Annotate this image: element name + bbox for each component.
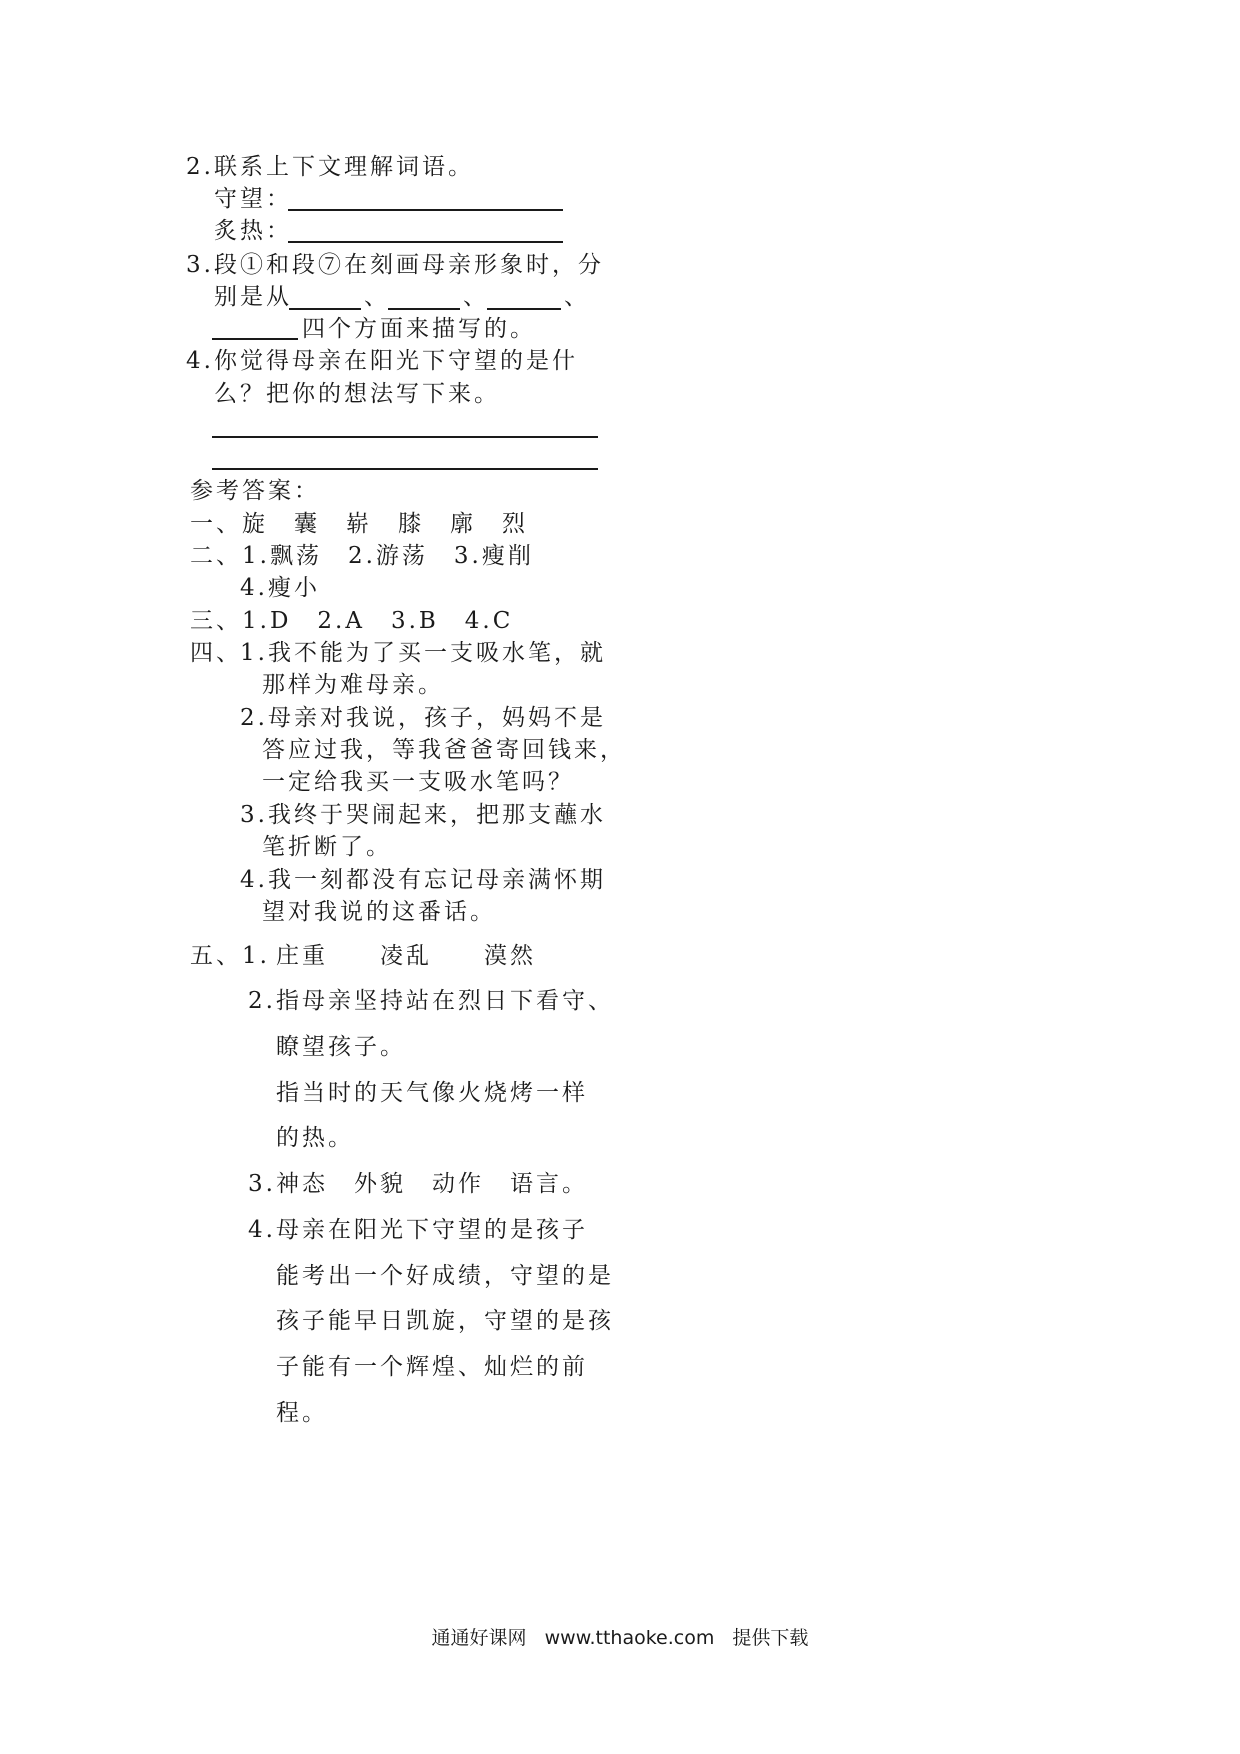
q2-word-1: 守望： — [214, 186, 292, 212]
answer-section-1: 一、旋 囊 崭 膝 廓 烈 — [190, 511, 528, 537]
answer-4-line: 望对我说的这番话。 — [262, 899, 496, 925]
q4-line-2: 么？把你的想法写下来。 — [214, 381, 500, 407]
answer-5-line: 孩子能早日凯旋，守望的是孩 — [276, 1308, 614, 1334]
footer-url-link[interactable]: www.tthaoke.com — [544, 1627, 715, 1649]
q3-blank-2[interactable] — [388, 308, 460, 310]
q3-separator-1: 、 — [364, 284, 390, 310]
q2-stem: 2.联系上下文理解词语。 — [186, 154, 474, 180]
answer-5-line: 4.母亲在阳光下守望的是孩子 — [248, 1217, 588, 1243]
q3-blank-1[interactable] — [289, 308, 361, 310]
q3-separator-3: 、 — [564, 284, 590, 310]
q3-line-1: 3.段①和段⑦在刻画母亲形象时，分 — [186, 252, 604, 278]
answer-4-line: 3.我终于哭闹起来，把那支蘸水 — [240, 802, 606, 828]
answer-section-4-head: 四、 — [190, 640, 242, 666]
answer-4-line: 笔折断了。 — [262, 834, 392, 860]
answer-4-line: 答应过我，等我爸爸寄回钱来， — [262, 737, 626, 763]
answer-section-2-line-2: 4.瘦小 — [240, 575, 320, 601]
answer-4-line: 那样为难母亲。 — [262, 672, 444, 698]
answer-5-line: 的热。 — [276, 1125, 354, 1151]
answer-5-words: 庄重 凌乱 漠然 — [276, 943, 536, 969]
answer-5-line: 瞭望孩子。 — [276, 1034, 406, 1060]
q3-line-2-prefix: 别是从 — [214, 284, 292, 310]
q4-answer-line-1[interactable] — [212, 436, 598, 438]
q3-line-3: 四个方面来描写的。 — [302, 316, 536, 342]
q4-line-1: 4.你觉得母亲在阳光下守望的是什 — [186, 348, 578, 374]
answer-5-line: 指当时的天气像火烧烤一样 — [276, 1080, 588, 1106]
q3-separator-2: 、 — [463, 284, 489, 310]
answer-5-line: 2.指母亲坚持站在烈日下看守、 — [248, 988, 614, 1014]
footer-note: 提供下载 — [732, 1627, 809, 1649]
answers-title: 参考答案： — [190, 478, 320, 504]
page-footer — [0, 1625, 1240, 1651]
q3-blank-3[interactable] — [487, 308, 561, 310]
answer-5-line: 3.神态 外貌 动作 语言。 — [248, 1171, 588, 1197]
answer-section-2-line-1: 二、1.飘荡 2.游荡 3.瘦削 — [190, 543, 534, 569]
answer-5-line: 程。 — [276, 1400, 328, 1426]
answer-4-line: 4.我一刻都没有忘记母亲满怀期 — [240, 867, 606, 893]
answer-4-line: 2.母亲对我说，孩子，妈妈不是 — [240, 705, 606, 731]
q4-answer-line-2[interactable] — [212, 468, 598, 470]
answer-5-line: 能考出一个好成绩，守望的是 — [276, 1263, 614, 1289]
answer-section-3: 三、1.D 2.A 3.B 4.C — [190, 608, 514, 634]
q2-word-2: 炙热： — [214, 218, 292, 244]
answer-4-line: 1.我不能为了买一支吸水笔，就 — [240, 640, 606, 666]
answer-5-line: 子能有一个辉煌、灿烂的前 — [276, 1354, 588, 1380]
q2-blank-2[interactable] — [288, 241, 563, 243]
footer-site-name: 通通好课网 — [431, 1627, 527, 1649]
q3-blank-4[interactable] — [212, 338, 298, 340]
answer-4-line: 一定给我买一支吸水笔吗？ — [262, 769, 574, 795]
q2-blank-1[interactable] — [288, 209, 563, 211]
answer-section-5-head: 五、1. — [190, 943, 270, 969]
